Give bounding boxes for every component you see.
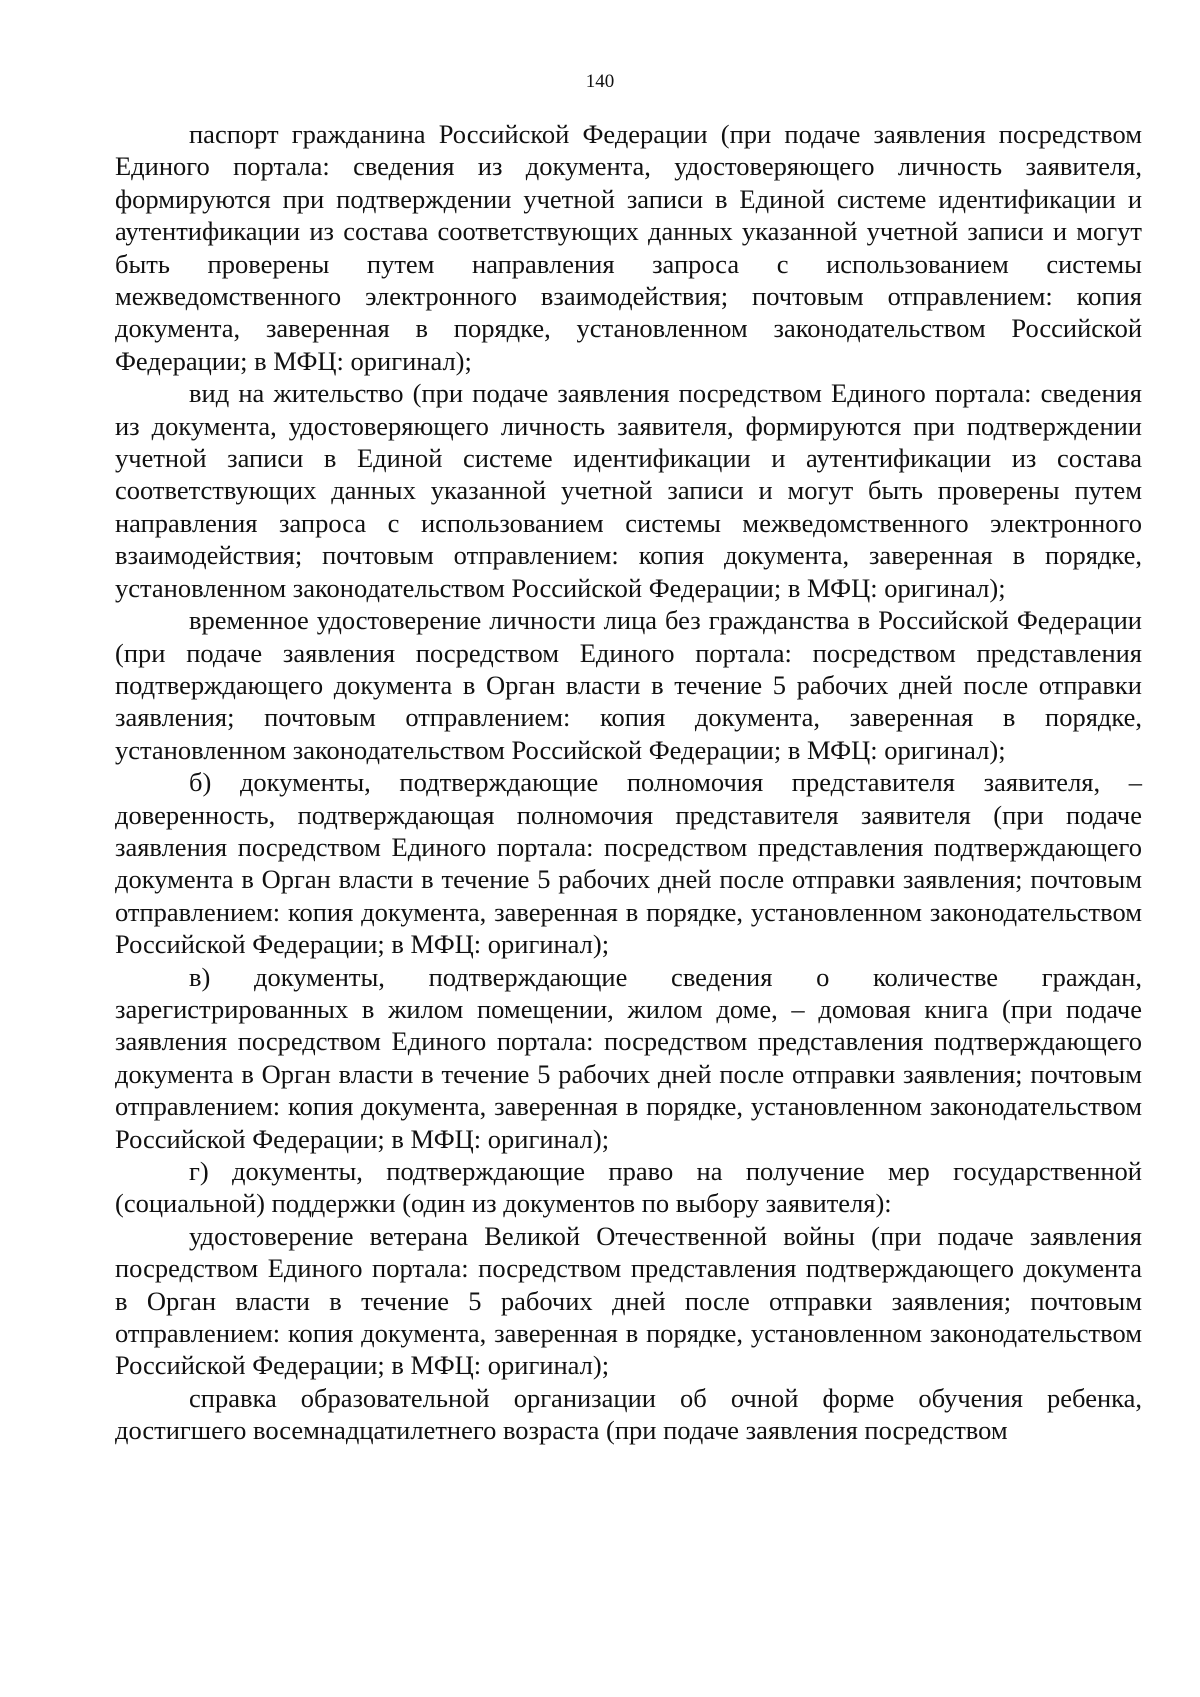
paragraph-registered-citizens: в) документы, подтверждающие сведения о количестве граждан, зарегистрированных в жилом помещении, жилом доме, – домовая книга (при подаче заявления посредством Единого портала: посредством представления подтверждающего документа в Орган власти в течение 5 рабочих дней после отправки заявления; почтовым отправлением: копия документа, заверенная в порядке, установленном законодательством Российской Федерации; в МФЦ: оригинал); [115,961,1142,1154]
paragraph-temporary-id: временное удостоверение личности лица без гражданства в Российской Федерации (при подаче заявления посредством Единого портала: посредством представления подтверждающего документа в Орган власти в течение 5 рабочих дней после отправки заявления; почтовым отправлением: копия документа, заверенная в порядке, установленном законодательством Российской Федерации; в МФЦ: оригинал); [115,605,1142,765]
paragraph-education-certificate: справка образовательной организации об очной форме обучения ребенка, достигшего восемнадцатилетнего возраста (при подаче заявления посредством [115,1382,1142,1446]
paragraph-residence-permit: вид на жительство (при подаче заявления посредством Единого портала: сведения из документа, удостоверяющего личность заявителя, формируются при подтверждении учетной записи в Единой системе идентификации и аутентификации из состава соответствующих данных указанной учетной записи и могут быть проверены путем направления запроса с использованием системы межведомственного электронного взаимодействия; почтовым отправлением: копия документа, заверенная в порядке, установленном законодательством Российской Федерации; в МФЦ: оригинал); [115,378,1142,603]
document-body [115,118,1142,1447]
page-number: 140 [585,71,615,92]
paragraph-passport-rf: паспорт гражданина Российской Федерации (при подаче заявления посредством Единого портала: сведения из документа, удостоверяющего личность заявителя, формируются при подтверждении учетной записи в Единой системе идентификации и аутентификации из состава соответствующих данных указанной учетной записи и могут быть проверены путем направления запроса с использованием системы межведомственного электронного взаимодействия; почтовым отправлением: копия документа, заверенная в порядке, установленном законодательством Российской Федерации; в МФЦ: оригинал); [115,119,1142,376]
paragraph-veteran-certificate: удостоверение ветерана Великой Отечественной войны (при подаче заявления посредством Единого портала: посредством представления подтверждающего документа в Орган власти в течение 5 рабочих дней после отправки заявления; почтовым отправлением: копия документа, заверенная в порядке, установленном законодательством Российской Федерации; в МФЦ: оригинал); [115,1220,1142,1381]
paragraph-support-right-documents: г) документы, подтверждающие право на получение мер государственной (социальной) поддержки (один из документов по выбору заявителя): [115,1156,1142,1219]
paragraph-representative-documents: б) документы, подтверждающие полномочия представителя заявителя, – доверенность, подтверждающая полномочия представителя заявителя (при подаче заявления посредством Единого портала: посредством представления подтверждающего документа в Орган власти в течение 5 рабочих дней после отправки заявления; почтовым отправлением: копия документа, заверенная в порядке, установленном законодательством Российской Федерации; в МФЦ: оригинал); [115,767,1142,960]
